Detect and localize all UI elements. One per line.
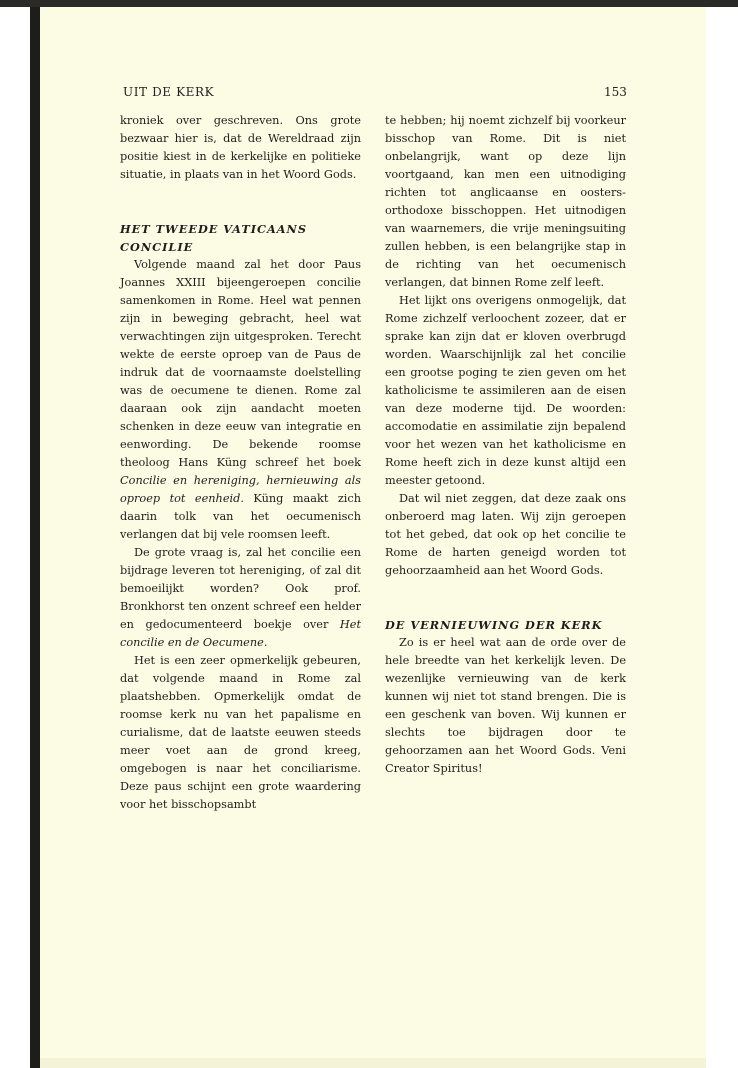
paragraph: te hebben; hij noemt zichzelf bij voorkeur bisschop van Rome. Dit is niet onbelangrijk, want op deze lijn voortgaand, kan men een uitnodiging richten tot anglicaanse en oosters-orthodoxe bisschoppen. Het uitnodigen van waarnemers, die vrije meningsuiting zullen hebben, is een belangrijke stap in de richting van het oecumenisch verlangen, dat binnen Rome zelf leeft. [385, 114, 626, 289]
scan-top-edge [0, 0, 738, 7]
paragraph: Volgende maand zal het door Paus Joannes XXIII bijeengeroepen concilie samenkomen in Rome. Heel wat pennen zijn in beweging gebracht, heel wat verwachtingen zijn uitgesproken. Terecht wekte de eerste oproep van de Paus de indruk dat de voornaamste doelstelling was de oecumene te dienen. Rome zal daaraan ook zijn aandacht moeten schenken in deze eeuw van integratie en eenwording. De bekende roomse theoloog Hans Küng schreef het boek Concilie en hereniging, hernieuwing als oproep tot eenheid. Küng maakt zich daarin tolk van het oecumenisch verlangen dat bij vele roomsen leeft. [120, 258, 361, 541]
paragraph: Het lijkt ons overigens onmogelijk, dat Rome zichzelf verloochent zozeer, dat er sprake kan zijn dat er kloven overbrugd worden. Waarschijnlijk zal het concilie een grootse poging te zien geven om het katholicisme te assimileren aan de eisen van deze moderne tijd. De woorden: accomodatie en assimilatie zijn bepalend voor het wezen van het katholicisme en Rome heeft zich in deze kunst altijd een meester getoond. [385, 294, 626, 487]
paragraph: Dat wil niet zeggen, dat deze zaak ons onberoerd mag laten. Wij zijn geroepen tot het gebed, dat ook op het concilie te Rome de harten geneigd worden tot gehoorzaamheid aan het Woord Gods. [385, 492, 626, 577]
running-title: UIT DE KERK [123, 85, 215, 99]
book-title: Concilie en hereniging, hernieuwing als oproep tot eenheid. [120, 474, 361, 505]
section-heading: DE VERNIEUWING DER KERK [385, 618, 603, 632]
paragraph: Het is een zeer opmerkelijk gebeuren, dat volgende maand in Rome zal plaatshebben. Opmerkelijk omdat de roomse kerk nu van het papalisme en curialisme, dat de laatste eeuwen steeds meer voet aan de grond kreeg, omgebogen is naar het conciliarisme. Deze paus schijnt een grote waardering voor het bisschopsambt [120, 654, 361, 811]
section-heading: HET TWEEDE VATICAANS CONCILIE [120, 222, 308, 254]
left-column [120, 112, 361, 814]
book-title: Het concilie en de Oecumene. [120, 618, 361, 649]
page-number: 153 [604, 85, 627, 99]
paragraph: kroniek over geschreven. Ons grote bezwaar hier is, dat de Wereldraad zijn positie kiest in de kerkelijke en politieke situatie, in plaats van in het Woord Gods. [120, 114, 361, 181]
paragraph: Zo is er heel wat aan de orde over de hele breedte van het kerkelijk leven. De wezenlijke vernieuwing van de kerk kunnen wij niet tot stand brengen. Die is een geschenk van boven. Wij kunnen er slechts toe bijdragen door te gehoorzamen aan het Woord Gods. Veni Creator Spiritus! [385, 636, 626, 775]
right-column [385, 112, 626, 778]
scan-margin-right [706, 6, 738, 1068]
page-bottom-edge [40, 1058, 706, 1068]
binding-edge [30, 0, 40, 1068]
paragraph: De grote vraag is, zal het concilie een bijdrage leveren tot hereniging, of zal dit bemoeilijkt worden? Ook prof. Bronkhorst ten onzent schreef een helder en gedocumenteerd boekje over Het concilie en de Oecumene. [120, 546, 361, 649]
